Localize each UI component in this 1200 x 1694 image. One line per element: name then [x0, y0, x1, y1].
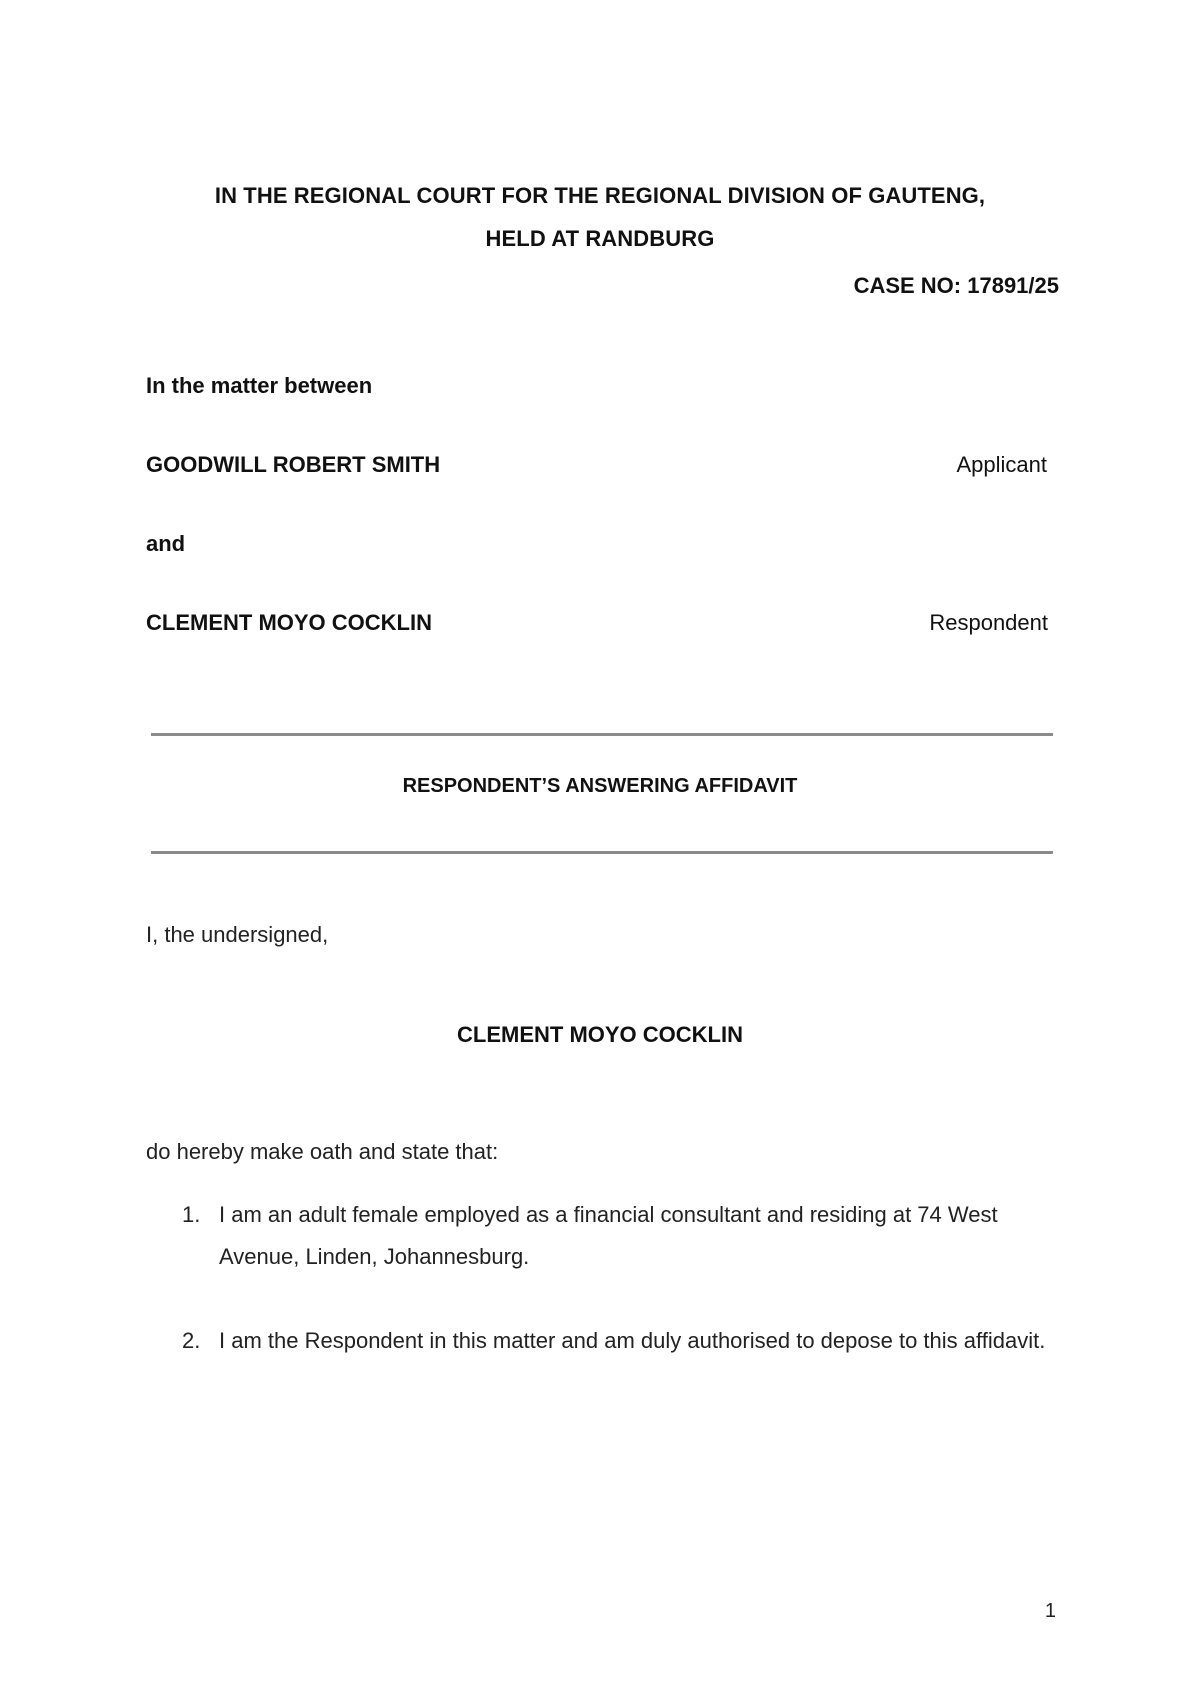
paragraph-text: I am the Respondent in this matter and am duly authorised to depose to this affidavit. [219, 1328, 1046, 1353]
paragraph-number: 2. [182, 1328, 201, 1353]
oath-statement: do hereby make oath and state that: [146, 1139, 499, 1164]
case-number: CASE NO: 17891/25 [853, 273, 1059, 298]
matter-intro: In the matter between [146, 373, 373, 398]
deponent-name: CLEMENT MOYO COCKLIN [457, 1022, 743, 1047]
title-rule-bottom [151, 851, 1053, 854]
applicant-role: Applicant [956, 452, 1047, 477]
document-title: RESPONDENT’S ANSWERING AFFIDAVIT [402, 775, 798, 797]
title-rule-top [151, 733, 1053, 736]
applicant-name: GOODWILL ROBERT SMITH [146, 452, 441, 477]
paragraph-text: I am an adult female employed as a financial consultant and residing at 74 West Avenue, Linden, Johannesburg. [219, 1202, 998, 1269]
opening-statement: I, the undersigned, [146, 922, 329, 947]
court-heading-line-2: HELD AT RANDBURG [485, 226, 715, 251]
respondent-name: CLEMENT MOYO COCKLIN [146, 610, 432, 635]
numbered-paragraph [146, 1194, 1046, 1278]
page-number: 1 [1044, 1600, 1056, 1622]
numbered-paragraph [146, 1320, 1046, 1362]
paragraph-number: 1. [182, 1202, 201, 1227]
respondent-role: Respondent [929, 610, 1048, 635]
party-conjunction: and [146, 531, 186, 556]
court-heading-line-1: IN THE REGIONAL COURT FOR THE REGIONAL DIVISION OF GAUTENG, [214, 183, 986, 208]
